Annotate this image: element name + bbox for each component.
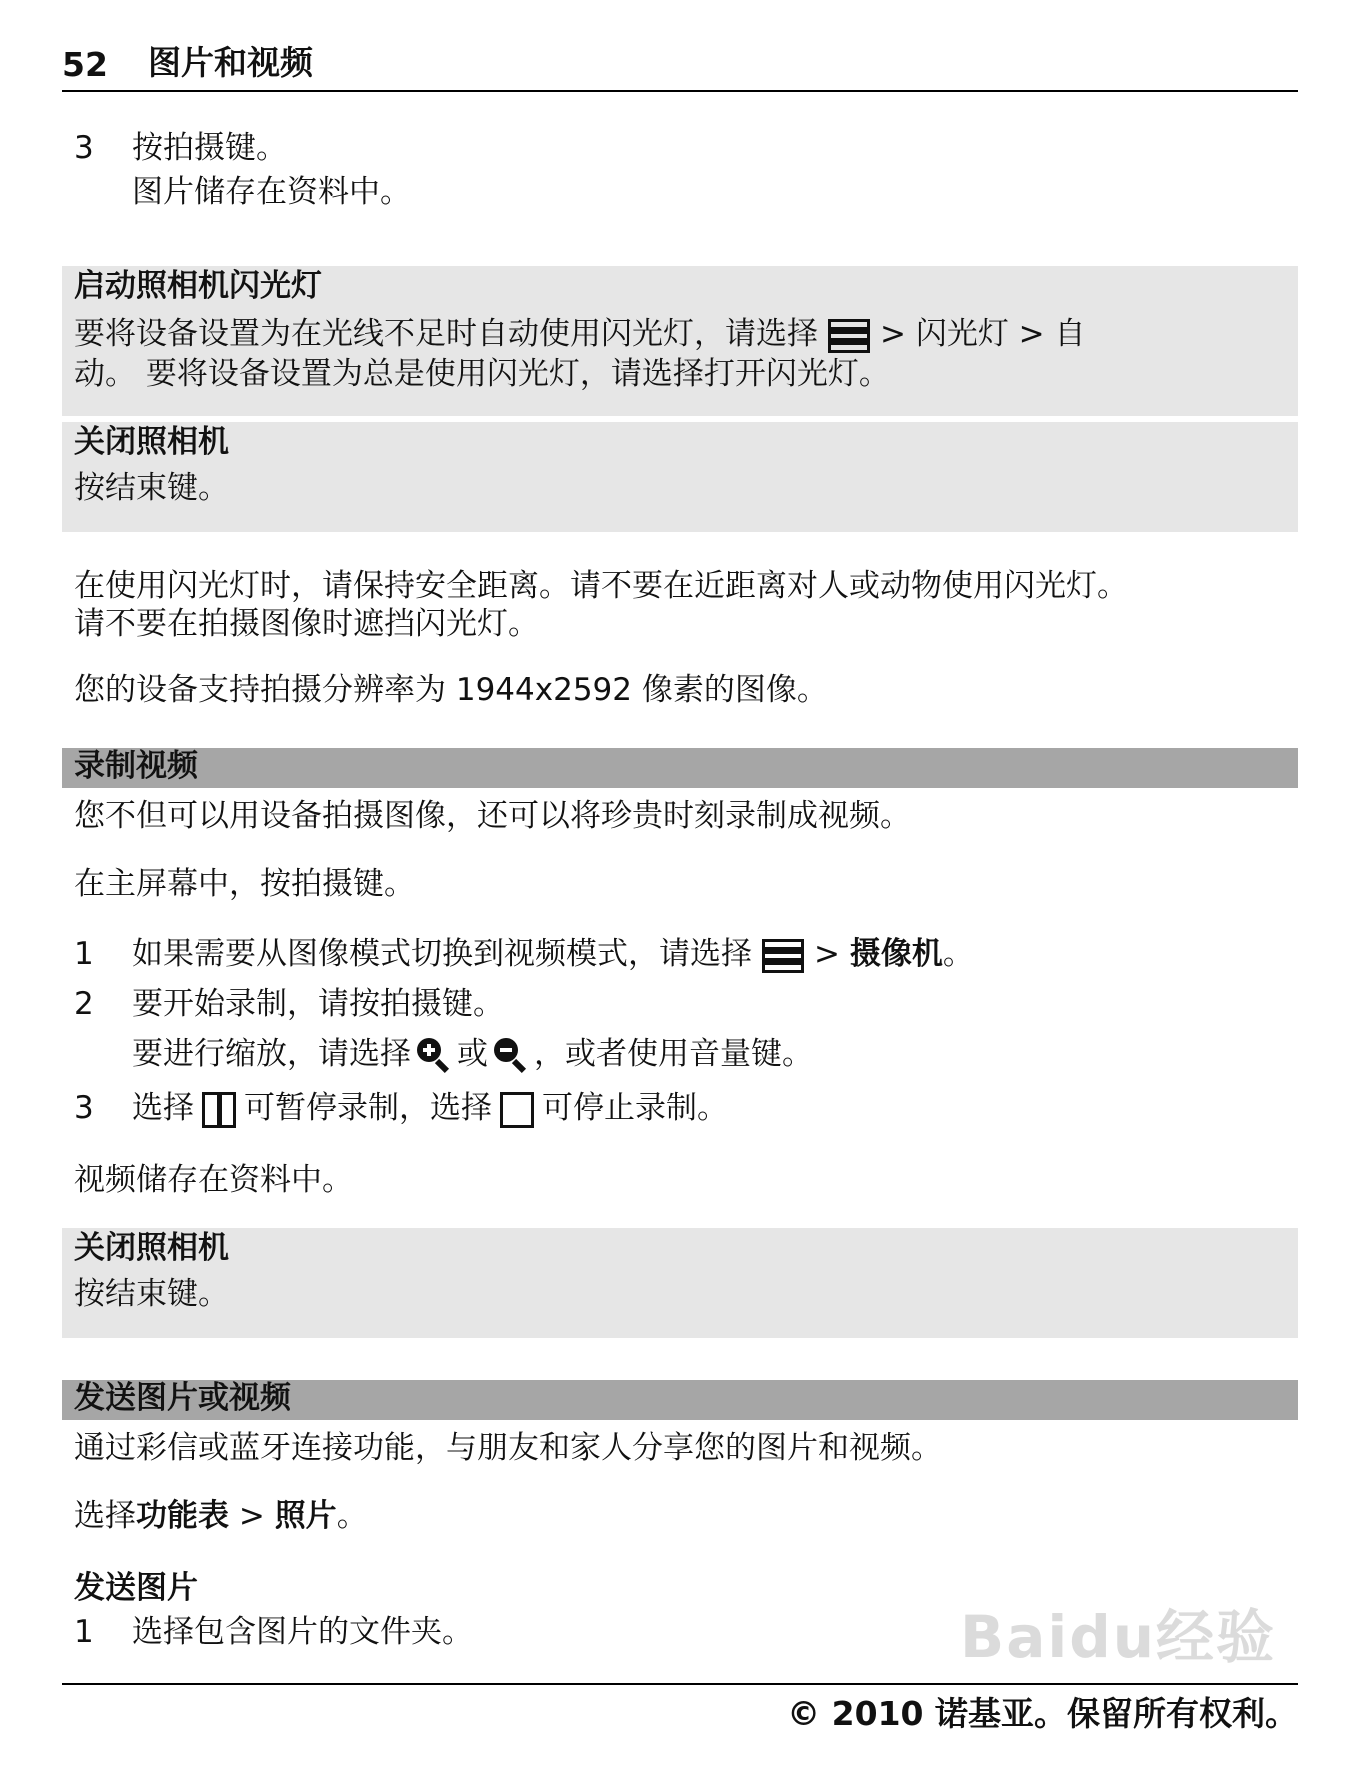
- flash-tip-line2-text: 。 要将设备设置为总是使用闪光灯，请选择: [105, 356, 704, 392]
- select-end: 。: [336, 1498, 368, 1534]
- send-section-select: [74, 1496, 368, 1536]
- record-video-intro: 您不但可以用设备拍摄图像，还可以将珍贵时刻录制成视频。: [74, 798, 911, 834]
- step-subtext: 图片储存在资料中。: [132, 174, 411, 210]
- send-picture-title: 发送图片: [74, 1570, 198, 1606]
- record-step3-end: 可停止录制。: [542, 1090, 728, 1126]
- zoom-or: 或: [457, 1036, 488, 1072]
- page-header: [62, 44, 1298, 92]
- flash-warning-line2: 请不要在拍摄图像时遮挡闪光灯。: [74, 606, 539, 642]
- menu-icon: [828, 319, 870, 353]
- close-camera-text: 按结束键。: [74, 470, 229, 506]
- close-camera-text: 按结束键。: [74, 1276, 229, 1312]
- record-step1-end: 。: [942, 936, 974, 972]
- flash-tip-line1-path: > 闪光灯 > 自: [880, 316, 1086, 352]
- pause-icon: [202, 1092, 236, 1128]
- resolution-text: 您的设备支持拍摄分辨率为 1944x2592 像素的图像。: [74, 672, 828, 708]
- zoom-text-end: ，或者使用音量键。: [534, 1036, 813, 1072]
- footer-divider: [62, 1683, 1298, 1685]
- copyright-footer: © 2010 诺基亚。保留所有权利。: [787, 1694, 1298, 1733]
- menu-icon: [762, 939, 804, 973]
- close-camera-title: 关闭照相机: [74, 1230, 229, 1266]
- record-step1: [132, 934, 974, 974]
- step-number: 1: [74, 1614, 94, 1650]
- record-step3: [132, 1088, 728, 1128]
- path-separator: >: [814, 936, 840, 972]
- send-step1: 选择包含图片的文件夹。: [132, 1614, 473, 1650]
- flash-warning-line1: 在使用闪光灯时，请保持安全距离。请不要在近距离对人或动物使用闪光灯。: [74, 568, 1128, 604]
- baidu-watermark: Baidu经验: [960, 1603, 1277, 1671]
- record-video-home: 在主屏幕中，按拍摄键。: [74, 866, 415, 902]
- section-title: 图片和视频: [147, 43, 313, 82]
- step-number: 3: [74, 130, 94, 166]
- step-number: 2: [74, 986, 94, 1022]
- select-text: 选择: [74, 1498, 136, 1534]
- flash-tip-line2: [74, 354, 890, 394]
- flash-tip-line1-text: 要将设备设置为在光线不足时自动使用闪光灯，请选择: [74, 316, 818, 352]
- close-camera-box: [62, 1228, 1298, 1338]
- step-text: 按拍摄键。: [132, 130, 287, 166]
- flash-tip-on-option: 打开闪光灯: [703, 356, 859, 392]
- photos-option: 照片: [274, 1498, 337, 1534]
- video-saved-text: 视频储存在资料中。: [74, 1162, 353, 1198]
- close-camera-box: [62, 422, 1298, 532]
- zoom-text: 要进行缩放，请选择: [132, 1036, 411, 1072]
- send-section-title: 发送图片或视频: [74, 1380, 291, 1416]
- close-camera-title: 关闭照相机: [74, 424, 229, 460]
- step-number: 3: [74, 1090, 94, 1126]
- record-step2-zoom: [132, 1034, 813, 1074]
- section-heading-bar: [62, 748, 1298, 788]
- camcorder-option: 摄像机: [849, 936, 943, 972]
- record-step3-mid: 可暂停录制，选择: [244, 1090, 492, 1126]
- record-step2: 要开始录制，请按拍摄键。: [132, 986, 504, 1022]
- zoom-out-icon: [494, 1038, 528, 1074]
- flash-tip-title: 启动照相机闪光灯: [74, 268, 322, 304]
- step-number: 1: [74, 936, 94, 972]
- flash-tip-line2-end: 。: [858, 356, 890, 392]
- send-section-intro: 通过彩信或蓝牙连接功能，与朋友和家人分享您的图片和视频。: [74, 1430, 942, 1466]
- flash-tip-line1: [74, 314, 1086, 354]
- path-separator: >: [229, 1498, 275, 1534]
- flash-tip-auto-option: 动: [74, 356, 105, 392]
- record-step1-text: 如果需要从图像模式切换到视频模式，请选择: [132, 936, 752, 972]
- stop-icon: [500, 1092, 534, 1128]
- record-video-title: 录制视频: [74, 748, 198, 784]
- zoom-in-icon: [417, 1038, 451, 1074]
- record-step3-text: 选择: [132, 1090, 194, 1126]
- menu-option: 功能表: [136, 1498, 229, 1534]
- page-number: 52: [62, 45, 108, 84]
